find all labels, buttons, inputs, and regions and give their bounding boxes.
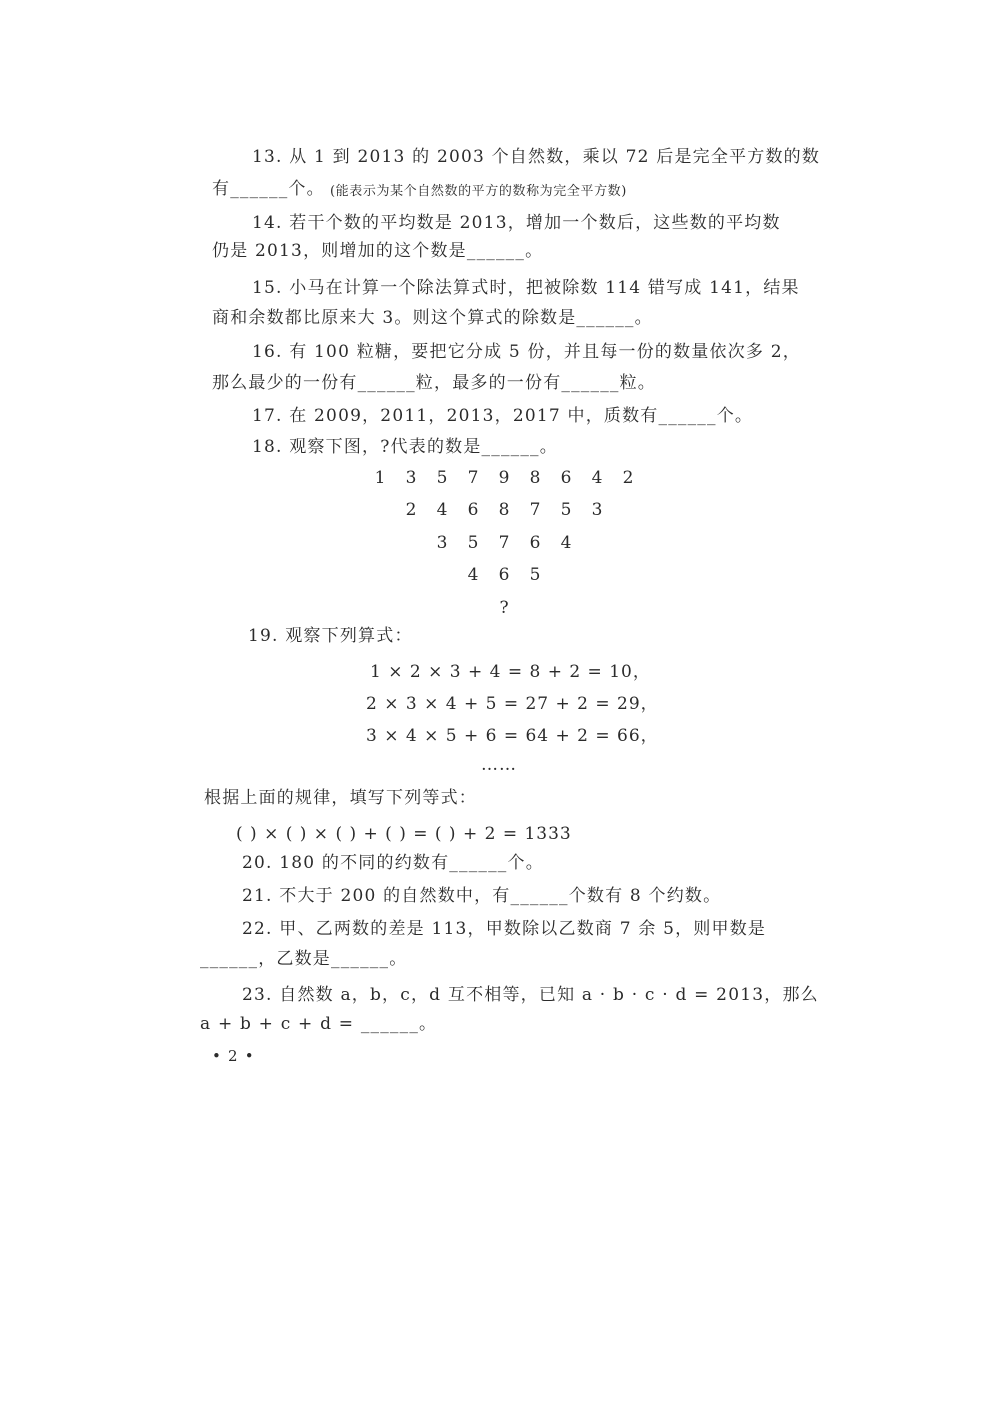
triangle-cell: 7 xyxy=(498,533,510,553)
q22-line2: ______，乙数是______。 xyxy=(200,949,408,969)
q15-line2: 商和余数都比原来大 3。则这个算式的除数是______。 xyxy=(212,308,653,328)
triangle-cell: 6 xyxy=(529,533,541,553)
triangle-cell: 4 xyxy=(591,468,603,488)
triangle-cell: 5 xyxy=(467,533,479,553)
q23-line2: a + b + c + d = ______。 xyxy=(200,1014,438,1034)
q14-line1: 14. 若干个数的平均数是 2013，增加一个数后，这些数的平均数 xyxy=(252,213,781,233)
triangle-cell: 4 xyxy=(467,565,479,585)
triangle-cell: 5 xyxy=(560,500,572,520)
q19-equation-1: 1 × 2 × 3 + 4 = 8 + 2 = 10， xyxy=(370,662,651,682)
q14-line2: 仍是 2013，则增加的这个数是______。 xyxy=(212,241,544,261)
triangle-cell: 5 xyxy=(436,468,448,488)
q13-line2: 有______个。 xyxy=(212,179,325,199)
q19-fill-equation: ( ) × ( ) × ( ) + ( ) = ( ) + 2 = 1333 xyxy=(236,824,572,844)
q13-note: (能表示为某个自然数的平方的数称为完全平方数) xyxy=(330,184,627,199)
triangle-cell: 3 xyxy=(591,500,603,520)
triangle-cell: 6 xyxy=(498,565,510,585)
triangle-cell: 1 xyxy=(374,468,386,488)
triangle-cell: 8 xyxy=(498,500,510,520)
q20-line1: 20. 180 的不同的约数有______个。 xyxy=(242,853,544,873)
q19-equation-3: 3 × 4 × 5 + 6 = 64 + 2 = 66， xyxy=(366,726,659,746)
q16-line1: 16. 有 100 粒糖，要把它分成 5 份，并且每一份的数量依次多 2， xyxy=(252,342,801,362)
q19-equation-2: 2 × 3 × 4 + 5 = 27 + 2 = 29， xyxy=(366,694,659,714)
triangle-cell-unknown: ? xyxy=(499,598,509,618)
triangle-cell: 3 xyxy=(436,533,448,553)
triangle-cell: 4 xyxy=(560,533,572,553)
triangle-cell: 7 xyxy=(529,500,541,520)
triangle-cell: 9 xyxy=(498,468,510,488)
q18-line1: 18. 观察下图，?代表的数是______。 xyxy=(252,437,558,457)
triangle-cell: 7 xyxy=(467,468,479,488)
q23-line1: 23. 自然数 a，b，c，d 互不相等，已知 a · b · c · d = 2013，那么 xyxy=(242,985,819,1005)
triangle-cell: 2 xyxy=(622,468,634,488)
q19-prompt: 根据上面的规律，填写下列等式： xyxy=(204,788,477,808)
triangle-cell: 6 xyxy=(560,468,572,488)
q21-line1: 21. 不大于 200 的自然数中，有______个数有 8 个约数。 xyxy=(242,886,722,906)
q15-line1: 15. 小马在计算一个除法算式时，把被除数 114 错写成 141，结果 xyxy=(252,278,800,298)
triangle-cell: 6 xyxy=(467,500,479,520)
triangle-cell: 3 xyxy=(405,468,417,488)
q19-line1: 19. 观察下列算式： xyxy=(248,626,413,646)
q16-line2: 那么最少的一份有______粒，最多的一份有______粒。 xyxy=(212,373,656,393)
q17-line1: 17. 在 2009，2011，2013，2017 中，质数有______个。 xyxy=(252,406,754,426)
page-number: • 2 • xyxy=(212,1047,255,1065)
triangle-cell: 5 xyxy=(529,565,541,585)
q19-ellipsis: …… xyxy=(481,755,517,775)
triangle-cell: 4 xyxy=(436,500,448,520)
triangle-cell: 8 xyxy=(529,468,541,488)
triangle-cell: 2 xyxy=(405,500,417,520)
q22-line1: 22. 甲、乙两数的差是 113，甲数除以乙数商 7 余 5，则甲数是 xyxy=(242,919,767,939)
q13-line1: 13. 从 1 到 2013 的 2003 个自然数，乘以 72 后是完全平方数的数 xyxy=(252,147,821,167)
